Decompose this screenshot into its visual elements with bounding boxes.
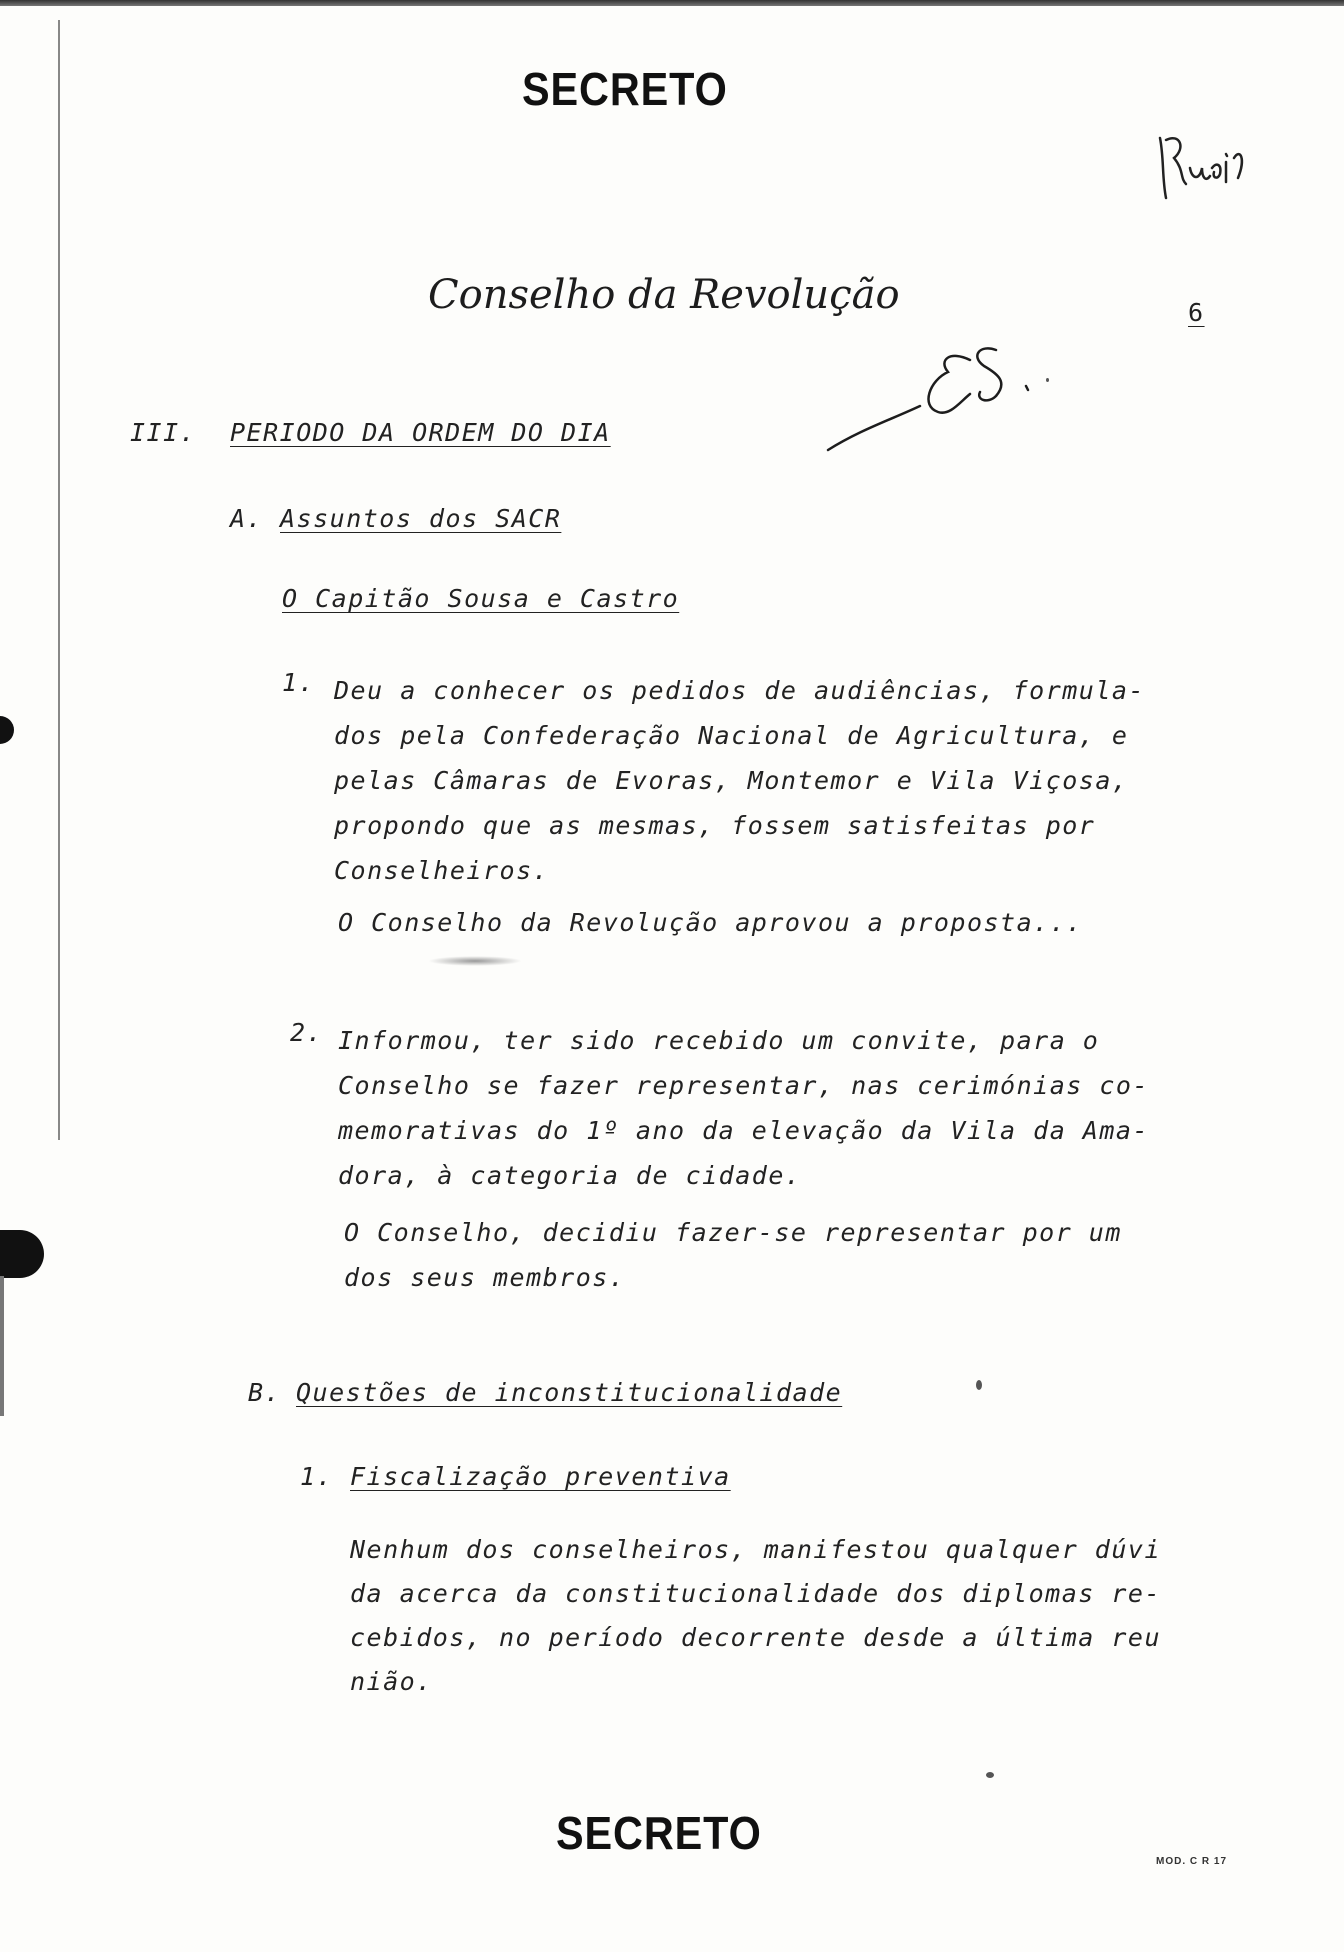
text-line: dora, à categoria de cidade. — [338, 1161, 802, 1190]
item-b1-text — [350, 1528, 1161, 1704]
item-a1-number: 1. — [282, 668, 316, 697]
scan-speck — [976, 1380, 982, 1390]
text-line: memorativas do 1º ano da elevação da Vila da Ama- — [338, 1116, 1150, 1145]
text-line: O Conselho, decidiu fazer-se representar por um — [344, 1218, 1122, 1247]
item-a1-decision: O Conselho da Revolução aprovou a proposta... — [338, 908, 1083, 937]
text-line: Nenhum dos conselheiros, manifestou qualquer dúvi — [350, 1535, 1162, 1564]
punch-hole-bottom — [0, 1230, 44, 1278]
punch-hole-top — [0, 716, 14, 744]
text-line: Deu a conhecer os pedidos de audiências, formula- — [334, 676, 1146, 705]
text-line: Conselho se fazer representar, nas cerimónias co- — [338, 1071, 1150, 1100]
text-line: Informou, ter sido recebido um convite, para o — [338, 1026, 1100, 1055]
subsection-b-title: Questões de inconstitucionalidade — [296, 1378, 843, 1407]
scan-speck — [1046, 378, 1049, 382]
item-b1-number: 1. — [300, 1462, 334, 1491]
scan-left-edge — [58, 20, 60, 1140]
text-line: cebidos, no período decorrente desde a última reu — [350, 1623, 1162, 1652]
text-line: dos seus membros. — [344, 1263, 626, 1292]
form-code: MOD. C R 17 — [1156, 1856, 1228, 1867]
item-a2-number: 2. — [290, 1018, 324, 1047]
scan-top-edge — [0, 0, 1344, 6]
text-line: da acerca da constitucionalidade dos diplomas re- — [350, 1579, 1162, 1608]
item-a2-text — [338, 1018, 1149, 1198]
ink-smudge — [428, 956, 522, 966]
letterhead: Conselho da Revolução — [428, 272, 900, 318]
header-classification: SECRETO — [522, 63, 728, 115]
speaker-line: O Capitão Sousa e Castro — [282, 584, 680, 613]
handwritten-initials-top — [1150, 118, 1250, 218]
text-line: Conselheiros. — [334, 856, 550, 885]
page-number: 6 — [1188, 298, 1205, 327]
item-a2-decision — [344, 1210, 1122, 1300]
subsection-b-letter: B. — [248, 1378, 282, 1407]
text-line: dos pela Confederação Nacional de Agricultura, e — [334, 721, 1129, 750]
subsection-a-title: Assuntos dos SACR — [280, 504, 562, 533]
text-line: propondo que as mesmas, fossem satisfeitas por — [334, 811, 1096, 840]
punch-hole-shadow — [0, 1276, 4, 1416]
text-line: pelas Câmaras de Evoras, Montemor e Vila Viçosa, — [334, 766, 1129, 795]
subsection-a-letter: A. — [230, 504, 264, 533]
scan-speck — [986, 1772, 994, 1778]
section-title: PERIODO DA ORDEM DO DIA — [230, 418, 611, 447]
footer-classification: SECRETO — [556, 1807, 762, 1859]
item-a1-text — [334, 668, 1145, 893]
section-numeral: III. — [130, 418, 197, 447]
handwritten-signature-mark — [820, 330, 1050, 470]
item-b1-title: Fiscalização preventiva — [350, 1462, 731, 1491]
text-line: nião. — [350, 1667, 433, 1696]
